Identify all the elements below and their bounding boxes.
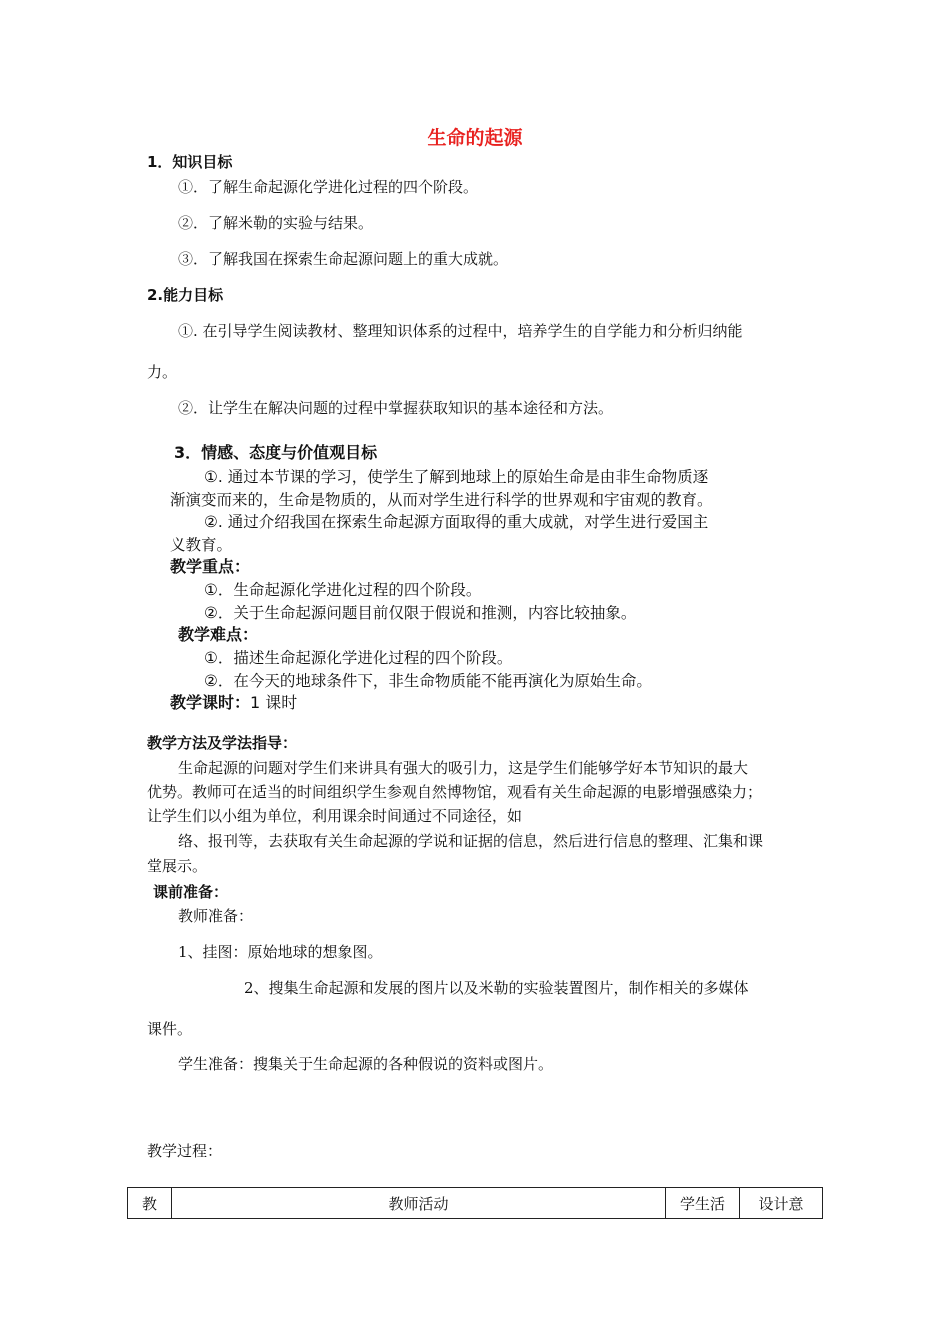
emotion-item-1-line-2: 渐演变而来的，生命是物质的，从而对学生进行科学的世界观和宇宙观的教育。 xyxy=(170,491,713,509)
teaching-hours xyxy=(170,693,297,713)
key-point-2: ②．关于生命起源问题目前仅限于假说和推测，内容比较抽象。 xyxy=(204,604,637,622)
knowledge-item-2: ②．了解米勒的实验与结果。 xyxy=(178,214,374,232)
preparation-item-2-line-2: 课件。 xyxy=(147,1020,193,1038)
process-label: 教学过程： xyxy=(147,1142,223,1160)
page-title: 生命的起源 xyxy=(427,127,523,149)
preparation-item-2-line-1: 2、搜集生命起源和发展的图片以及米勒的实验装置图片，制作相关的多媒体 xyxy=(244,979,749,997)
method-line-2: 优势。教师可在适当的时间组织学生参观自然博物馆，观看有关生命起源的电影增强感染力； xyxy=(147,783,763,801)
method-heading: 教学方法及学法指导： xyxy=(147,734,298,752)
knowledge-heading: 1．知识目标 xyxy=(147,153,233,171)
teaching-hours-label: 教学课时： xyxy=(170,693,251,712)
teacher-preparation-label: 教师准备： xyxy=(178,907,254,925)
knowledge-item-3: ③．了解我国在探索生命起源问题上的重大成就。 xyxy=(178,250,509,268)
method-line-1: 生命起源的问题对学生们来讲具有强大的吸引力，这是学生们能够学好本节知识的最大 xyxy=(178,759,749,777)
column-header-teacher-activity: 教师活动 xyxy=(172,1188,666,1219)
preparation-heading: 课前准备： xyxy=(153,883,229,901)
emotion-item-2-line-1: ②. 通过介绍我国在探索生命起源方面取得的重大成就，对学生进行爱国主 xyxy=(204,513,709,531)
table-header-row xyxy=(128,1188,823,1219)
method-line-4: 络、报刊等，去获取有关生命起源的学说和证据的信息，然后进行信息的整理、汇集和课 xyxy=(178,832,764,850)
column-header-stage: 教 xyxy=(128,1188,172,1219)
process-table xyxy=(127,1187,823,1219)
teaching-hours-value: 1 课时 xyxy=(250,693,298,712)
key-points-heading: 教学重点： xyxy=(170,557,251,576)
difficulty-2: ②．在今天的地球条件下，非生命物质能不能再演化为原始生命。 xyxy=(204,672,652,690)
ability-item-1-line-1: ①. 在引导学生阅读教材、整理知识体系的过程中，培养学生的自学能力和分析归纳能 xyxy=(178,322,743,340)
ability-item-1-line-2: 力。 xyxy=(147,363,178,381)
method-line-3: 让学生们以小组为单位，利用课余时间通过不同途径，如 xyxy=(147,807,523,825)
emotion-item-1-line-1: ①. 通过本节课的学习，使学生了解到地球上的原始生命是由非生命物质逐 xyxy=(204,468,709,486)
method-line-5: 堂展示。 xyxy=(147,857,208,875)
preparation-item-1: 1、挂图：原始地球的想象图。 xyxy=(178,943,383,961)
emotion-item-2-line-2: 义教育。 xyxy=(170,536,233,554)
ability-item-2: ②．让学生在解决问题的过程中掌握获取知识的基本途径和方法。 xyxy=(178,399,614,417)
student-preparation: 学生准备：搜集关于生命起源的各种假说的资料或图片。 xyxy=(178,1055,554,1073)
key-point-1: ①．生命起源化学进化过程的四个阶段。 xyxy=(204,581,482,599)
difficulties-heading: 教学难点： xyxy=(178,625,259,644)
column-header-student-activity: 学生活 xyxy=(666,1188,740,1219)
emotion-heading: 3．情感、态度与价值观目标 xyxy=(174,443,378,462)
column-header-design-intent: 设计意 xyxy=(740,1188,823,1219)
difficulty-1: ①．描述生命起源化学进化过程的四个阶段。 xyxy=(204,649,513,667)
knowledge-item-1: ①．了解生命起源化学进化过程的四个阶段。 xyxy=(178,178,479,196)
ability-heading: 2.能力目标 xyxy=(147,286,224,304)
